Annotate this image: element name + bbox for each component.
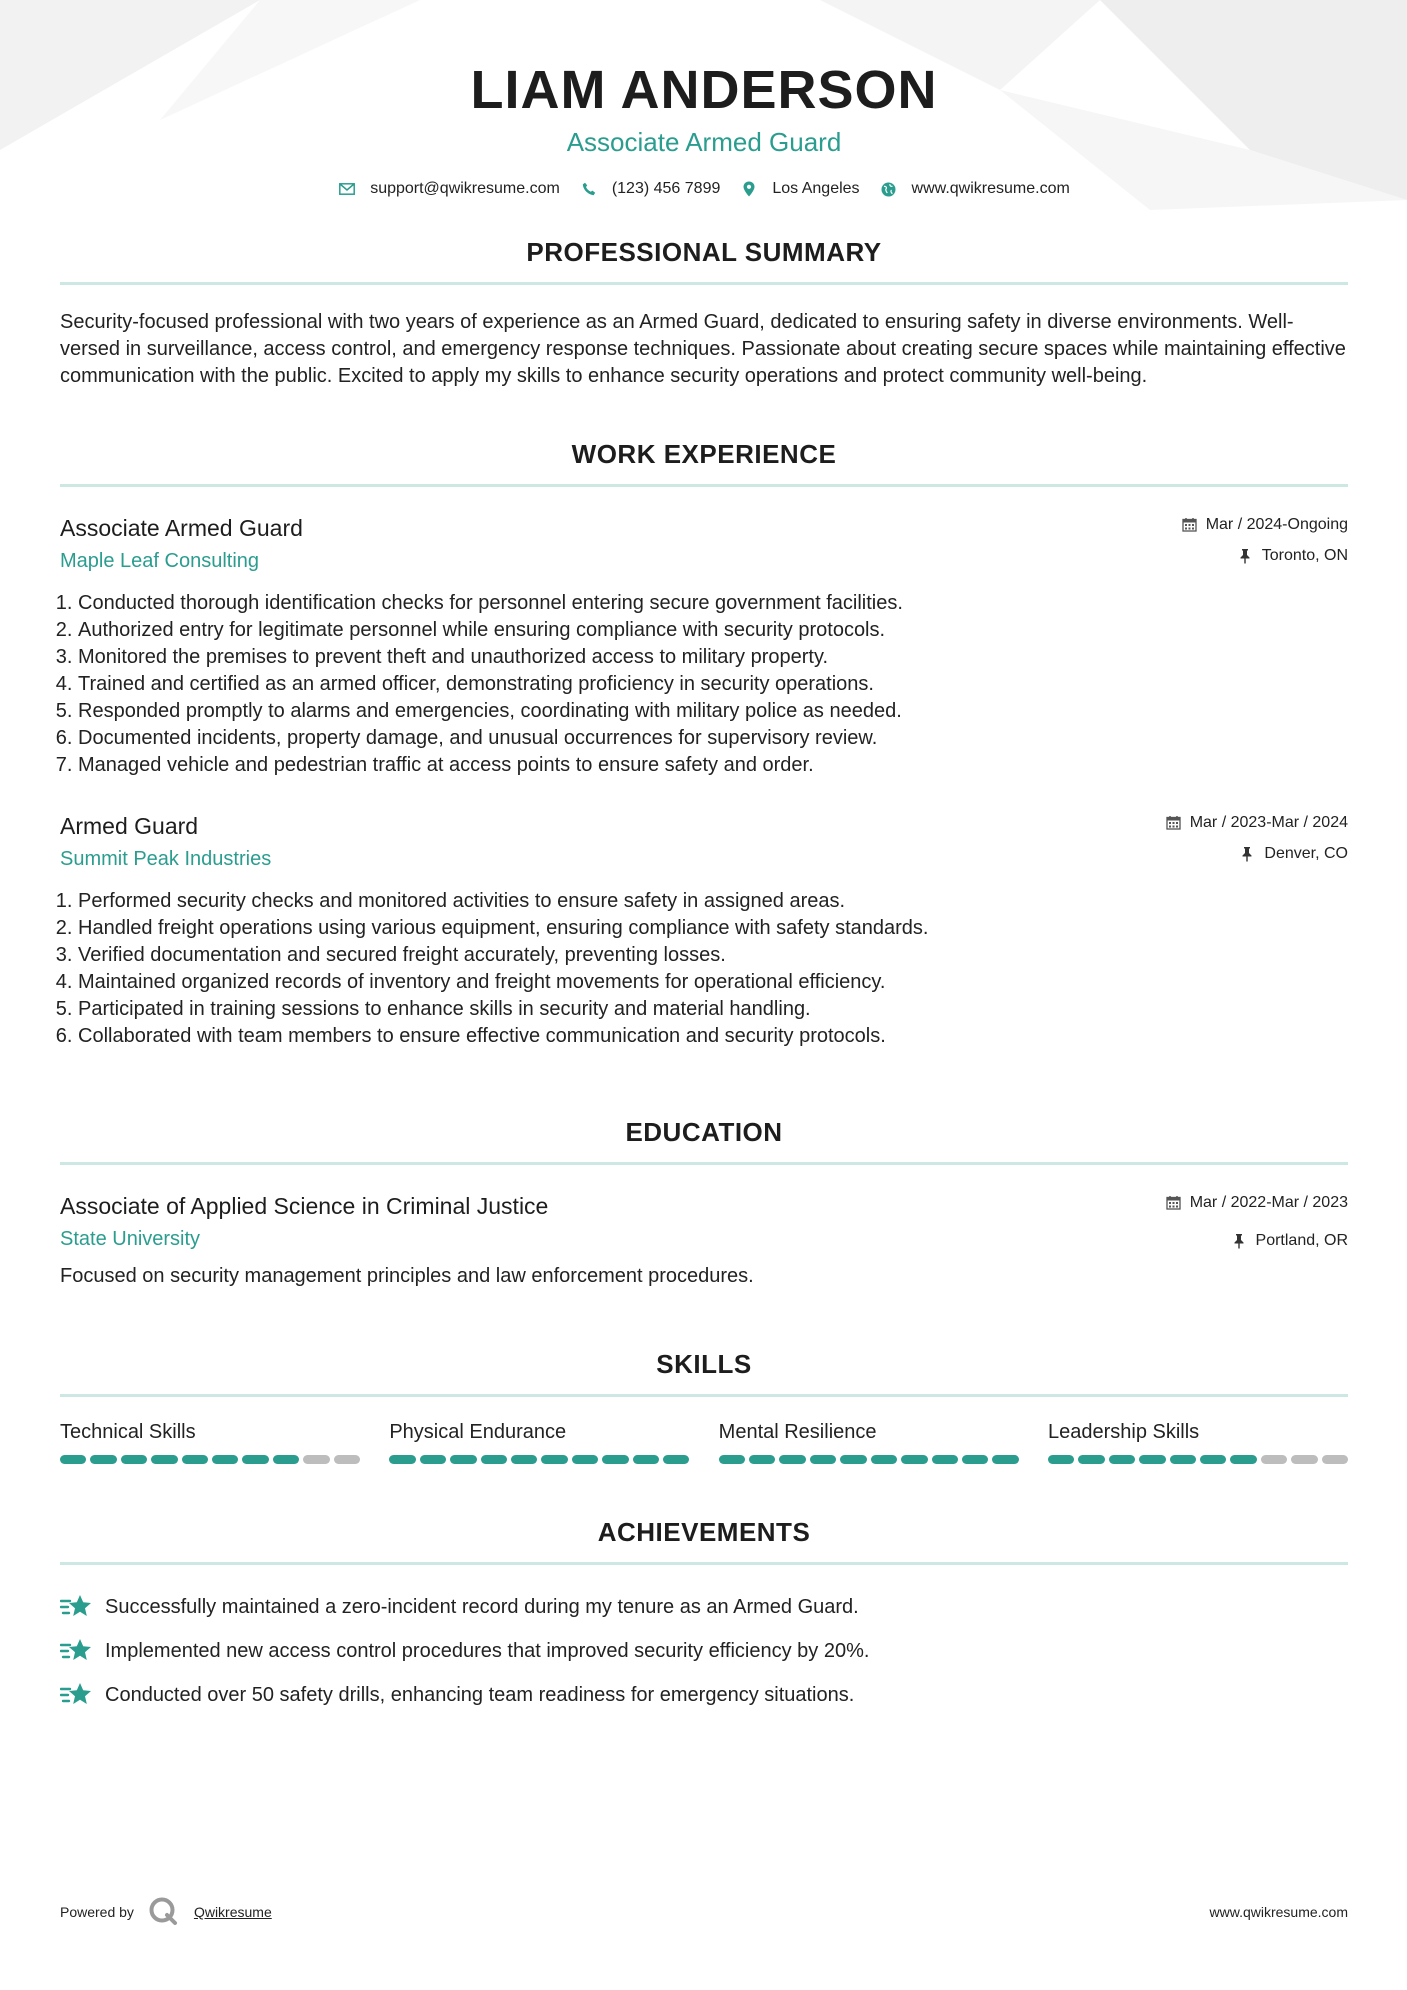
email-text: support@qwikresume.com bbox=[370, 180, 560, 197]
summary-section bbox=[60, 236, 1348, 390]
resume-header bbox=[60, 0, 1348, 198]
skill-segment bbox=[992, 1455, 1018, 1464]
skill-segment bbox=[1139, 1455, 1165, 1464]
section-divider bbox=[60, 1562, 1348, 1565]
skill-segment bbox=[749, 1455, 775, 1464]
skill-segment bbox=[572, 1455, 598, 1464]
job-header bbox=[60, 811, 1348, 872]
job-location bbox=[1166, 842, 1348, 866]
degree-title: Associate of Applied Science in Criminal Justice bbox=[60, 1193, 549, 1219]
page-footer bbox=[60, 1896, 1348, 1928]
list-item bbox=[60, 1673, 1348, 1717]
achievement-text: Conducted over 50 safety drills, enhancing team readiness for emergency situations. bbox=[105, 1683, 855, 1706]
list-item: 2. Handled freight operations using various equipment, ensuring compliance with safety standards. bbox=[78, 915, 1348, 942]
skill-segment bbox=[481, 1455, 507, 1464]
job-location bbox=[1182, 544, 1348, 568]
skill-segment bbox=[121, 1455, 147, 1464]
skill-segment bbox=[1261, 1455, 1287, 1464]
skill-segment bbox=[871, 1455, 897, 1464]
skill-segment bbox=[541, 1455, 567, 1464]
list-item: 6. Collaborated with team members to ensure effective communication and security protocols. bbox=[78, 1023, 1348, 1050]
achievement-text: Implemented new access control procedures that improved security efficiency by 20%. bbox=[105, 1639, 870, 1662]
skill-item bbox=[389, 1419, 689, 1464]
list-item: 3. Monitored the premises to prevent theft and unauthorized access to military property. bbox=[78, 644, 1348, 671]
job-dates-text: Mar / 2024-Ongoing bbox=[1205, 516, 1348, 533]
skill-item bbox=[1048, 1419, 1348, 1464]
section-divider bbox=[60, 1162, 1348, 1165]
powered-by bbox=[60, 1896, 272, 1928]
list-item: 6. Documented incidents, property damage, and unusual occurrences for supervisory review. bbox=[78, 725, 1348, 752]
skill-segment bbox=[1230, 1455, 1256, 1464]
job-location-text: Toronto, ON bbox=[1261, 547, 1348, 564]
skill-segment bbox=[511, 1455, 537, 1464]
phone-icon bbox=[580, 180, 598, 198]
skill-segment bbox=[779, 1455, 805, 1464]
list-item: 1. Conducted thorough identification checks for personnel entering secure government facilities. bbox=[78, 590, 1348, 617]
list-item: 3. Verified documentation and secured freight accurately, preventing losses. bbox=[78, 942, 1348, 969]
list-item: 7. Managed vehicle and pedestrian traffic at access points to ensure safety and order. bbox=[78, 752, 1348, 779]
education-section bbox=[60, 1116, 1348, 1290]
list-item bbox=[60, 1585, 1348, 1629]
skill-item bbox=[719, 1419, 1019, 1464]
job-bullets bbox=[60, 888, 1348, 1050]
job-left bbox=[60, 513, 303, 574]
pushpin-icon bbox=[1240, 846, 1256, 862]
job-meta bbox=[1182, 513, 1348, 568]
skill-segment bbox=[602, 1455, 628, 1464]
list-item bbox=[60, 1629, 1348, 1673]
map-pin-icon bbox=[740, 180, 758, 198]
resume-page bbox=[60, 0, 1348, 1990]
skill-segment bbox=[242, 1455, 268, 1464]
shooting-star-icon bbox=[60, 1680, 92, 1710]
list-item: 5. Participated in training sessions to enhance skills in security and material handling. bbox=[78, 996, 1348, 1023]
pushpin-icon bbox=[1238, 548, 1254, 564]
education-description: Focused on security management principles and law enforcement procedures. bbox=[60, 1265, 754, 1287]
skill-segment bbox=[1170, 1455, 1196, 1464]
job-entry bbox=[60, 513, 1348, 779]
shooting-star-icon bbox=[60, 1592, 92, 1622]
skill-segment bbox=[303, 1455, 329, 1464]
job-left bbox=[60, 811, 271, 872]
summary-text: Security-focused professional with two years of experience as an Armed Guard, dedicated to ensuring safety in diverse environments. Well-versed in surveillance, access control, and emergency response techniques. Passionate about creating secure spaces while maintaining effective communication with the public. Excited to apply my skills to enhance security operations and protect community well-being. bbox=[60, 311, 1346, 387]
education-entry bbox=[60, 1191, 1348, 1290]
education-dates-text: Mar / 2022-Mar / 2023 bbox=[1189, 1194, 1348, 1211]
school-name: State University bbox=[60, 1228, 201, 1250]
list-item: 1. Performed security checks and monitored activities to ensure safety in assigned areas. bbox=[78, 888, 1348, 915]
job-dates bbox=[1166, 811, 1348, 835]
section-divider bbox=[60, 282, 1348, 285]
section-divider bbox=[60, 1394, 1348, 1397]
skill-segment bbox=[60, 1455, 86, 1464]
job-header bbox=[60, 513, 1348, 574]
education-meta bbox=[1166, 1191, 1348, 1253]
calendar-icon bbox=[1166, 1195, 1182, 1211]
skill-level-bar bbox=[719, 1455, 1019, 1464]
job-location-text: Denver, CO bbox=[1264, 845, 1348, 862]
skills-grid bbox=[60, 1419, 1348, 1464]
skill-segment bbox=[901, 1455, 927, 1464]
skill-segment bbox=[719, 1455, 745, 1464]
contact-location bbox=[740, 180, 859, 198]
skill-name: Leadership Skills bbox=[1047, 1421, 1200, 1443]
calendar-icon bbox=[1182, 517, 1198, 533]
skill-segment bbox=[182, 1455, 208, 1464]
qwikresume-logo-icon bbox=[148, 1896, 180, 1928]
shooting-star-icon bbox=[60, 1636, 92, 1666]
list-item: 5. Responded promptly to alarms and emergencies, coordinating with military police as needed. bbox=[78, 698, 1348, 725]
skill-segment bbox=[1048, 1455, 1074, 1464]
skill-segment bbox=[389, 1455, 415, 1464]
job-company: Summit Peak Industries bbox=[60, 848, 272, 870]
skill-segment bbox=[151, 1455, 177, 1464]
skill-segment bbox=[420, 1455, 446, 1464]
footer-website[interactable]: www.qwikresume.com bbox=[1209, 1904, 1348, 1920]
skill-level-bar bbox=[1048, 1455, 1348, 1464]
education-title: EDUCATION bbox=[625, 1117, 783, 1147]
skill-segment bbox=[450, 1455, 476, 1464]
education-location-text: Portland, OR bbox=[1255, 1232, 1348, 1249]
brand-link[interactable]: Qwikresume bbox=[193, 1904, 272, 1920]
calendar-icon bbox=[1166, 815, 1182, 831]
achievement-text: Successfully maintained a zero-incident record during my tenure as an Armed Guard. bbox=[105, 1595, 859, 1618]
pushpin-icon bbox=[1232, 1233, 1248, 1249]
skill-segment bbox=[212, 1455, 238, 1464]
skills-section bbox=[60, 1348, 1348, 1464]
skill-segment bbox=[1200, 1455, 1226, 1464]
skills-title: SKILLS bbox=[656, 1349, 752, 1379]
website-text: www.qwikresume.com bbox=[911, 180, 1070, 197]
list-item: 2. Authorized entry for legitimate personnel while ensuring compliance with security protocols. bbox=[78, 617, 1348, 644]
list-item: 4. Maintained organized records of inventory and freight movements for operational efficiency. bbox=[78, 969, 1348, 996]
education-dates bbox=[1166, 1191, 1348, 1215]
skill-segment bbox=[840, 1455, 866, 1464]
section-divider bbox=[60, 484, 1348, 487]
location-text: Los Angeles bbox=[772, 180, 860, 197]
globe-icon bbox=[880, 180, 898, 198]
job-title: Armed Guard bbox=[60, 813, 199, 839]
education-left bbox=[60, 1191, 548, 1252]
achievements-title: ACHIEVEMENTS bbox=[597, 1517, 811, 1547]
skill-segment bbox=[962, 1455, 988, 1464]
candidate-name: LIAM ANDERSON bbox=[470, 60, 938, 120]
achievements-list bbox=[60, 1585, 1348, 1717]
skill-segment bbox=[90, 1455, 116, 1464]
job-meta bbox=[1166, 811, 1348, 866]
skill-segment bbox=[1322, 1455, 1348, 1464]
education-header bbox=[60, 1191, 1348, 1253]
skill-segment bbox=[663, 1455, 689, 1464]
education-location bbox=[1166, 1229, 1348, 1253]
contact-email[interactable] bbox=[338, 180, 560, 198]
skill-level-bar bbox=[389, 1455, 689, 1464]
job-company: Maple Leaf Consulting bbox=[60, 550, 260, 572]
list-item: 4. Trained and certified as an armed officer, demonstrating proficiency in security operations. bbox=[78, 671, 1348, 698]
skill-segment bbox=[1109, 1455, 1135, 1464]
skill-name: Physical Endurance bbox=[389, 1421, 567, 1443]
contact-row bbox=[60, 180, 1348, 198]
job-entry bbox=[60, 811, 1348, 1050]
experience-section bbox=[60, 438, 1348, 1050]
summary-title: PROFESSIONAL SUMMARY bbox=[526, 237, 882, 267]
skill-segment bbox=[810, 1455, 836, 1464]
envelope-icon bbox=[338, 180, 356, 198]
skill-segment bbox=[334, 1455, 360, 1464]
candidate-role: Associate Armed Guard bbox=[566, 127, 842, 157]
skill-segment bbox=[1078, 1455, 1104, 1464]
job-dates bbox=[1182, 513, 1348, 537]
skill-item bbox=[60, 1419, 360, 1464]
skill-segment bbox=[932, 1455, 958, 1464]
phone-text: (123) 456 7899 bbox=[611, 180, 721, 197]
job-bullets bbox=[60, 590, 1348, 779]
contact-phone[interactable] bbox=[580, 180, 721, 198]
contact-website[interactable] bbox=[880, 180, 1070, 198]
achievements-section bbox=[60, 1516, 1348, 1717]
skill-level-bar bbox=[60, 1455, 360, 1464]
skill-name: Mental Resilience bbox=[718, 1421, 877, 1443]
skill-segment bbox=[1291, 1455, 1317, 1464]
skill-segment bbox=[633, 1455, 659, 1464]
skill-name: Technical Skills bbox=[60, 1421, 196, 1443]
skill-segment bbox=[273, 1455, 299, 1464]
experience-title: WORK EXPERIENCE bbox=[571, 439, 837, 469]
job-dates-text: Mar / 2023-Mar / 2024 bbox=[1189, 814, 1348, 831]
powered-by-label: Powered by bbox=[60, 1904, 134, 1920]
job-title: Associate Armed Guard bbox=[60, 515, 303, 541]
